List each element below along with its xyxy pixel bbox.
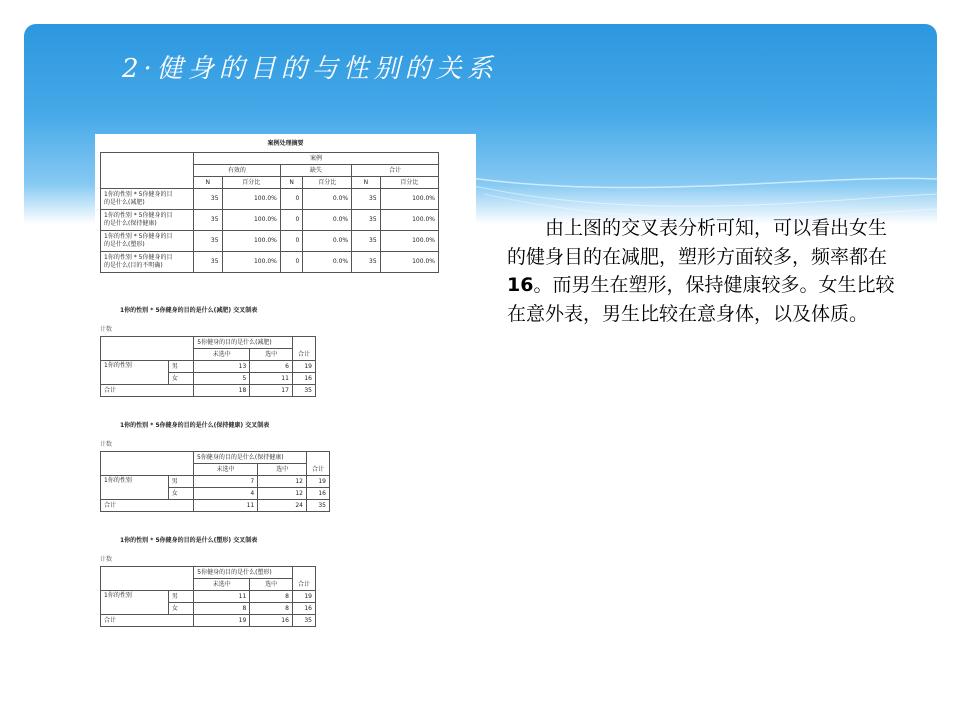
paragraph-text-2: 。而男生在塑形，保持健康较多。女生比较在意外表，男生比较在意身体，以及体质。 xyxy=(507,274,895,325)
row-label: 1你的性别 * 5你健身的目 的是什么(塑形) xyxy=(101,231,194,252)
cell: 19 xyxy=(307,476,330,488)
group-header: 缺失 xyxy=(280,165,351,177)
crosstab-table xyxy=(100,451,330,512)
row-label: 1你的性别 * 5你健身的目 的是什么(目的不明确) xyxy=(101,252,194,273)
table-row xyxy=(101,231,439,252)
corner-cell xyxy=(101,153,194,189)
cell: 100.0% xyxy=(380,231,438,252)
cell: 8 xyxy=(250,591,293,603)
cell: 0 xyxy=(280,252,302,273)
col-header: 合计 xyxy=(292,567,315,591)
cell: 5 xyxy=(194,373,250,385)
table-row xyxy=(101,189,439,210)
cell: 19 xyxy=(194,615,250,627)
cell: 7 xyxy=(194,476,258,488)
col-header: 未选中 xyxy=(194,349,250,361)
count-label: 计数 xyxy=(100,326,113,333)
total-label: 合计 xyxy=(101,385,194,397)
row-label: 男 xyxy=(168,476,193,488)
cell: 19 xyxy=(292,591,315,603)
col-header: N xyxy=(352,177,381,189)
cell: 35 xyxy=(352,231,381,252)
cell: 16 xyxy=(250,615,293,627)
cell: 35 xyxy=(352,252,381,273)
var-header: 5你健身的目的是什么(塑形) xyxy=(194,567,293,579)
cell: 13 xyxy=(194,361,250,373)
case-summary-table xyxy=(100,152,439,273)
cell: 24 xyxy=(258,500,307,512)
case-header: 案例 xyxy=(194,153,439,165)
table-row xyxy=(101,361,316,373)
col-header: 未选中 xyxy=(194,579,250,591)
cell: 11 xyxy=(194,500,258,512)
col-header: 百分比 xyxy=(222,177,280,189)
cell: 0.0% xyxy=(303,252,352,273)
cell: 100.0% xyxy=(380,252,438,273)
cell: 35 xyxy=(194,210,223,231)
cell: 11 xyxy=(250,373,293,385)
table-row xyxy=(101,252,439,273)
row-var: 1你的性别 xyxy=(101,476,169,500)
crosstab-body-shaping xyxy=(100,535,316,627)
col-header: 合计 xyxy=(292,337,315,361)
col-header: N xyxy=(194,177,223,189)
cell: 35 xyxy=(194,231,223,252)
col-header: 选中 xyxy=(258,464,307,476)
cell: 0 xyxy=(280,189,302,210)
corner-cell xyxy=(101,567,194,591)
cell: 17 xyxy=(250,385,293,397)
total-label: 合计 xyxy=(101,615,194,627)
cell: 100.0% xyxy=(222,210,280,231)
cell: 12 xyxy=(258,488,307,500)
crosstab-title: 1你的性别 * 5你健身的目的是什么(保持健康) 交叉制表 xyxy=(120,422,270,429)
group-header: 有效的 xyxy=(194,165,281,177)
crosstab-weight-loss xyxy=(100,305,316,397)
row-var: 1你的性别 xyxy=(101,361,169,385)
cell: 0.0% xyxy=(303,210,352,231)
cell: 16 xyxy=(307,488,330,500)
total-label: 合计 xyxy=(101,500,194,512)
table-row xyxy=(101,500,330,512)
cell: 35 xyxy=(352,210,381,231)
crosstab-table xyxy=(100,336,316,397)
cell: 35 xyxy=(194,189,223,210)
row-label: 男 xyxy=(168,591,193,603)
case-summary-title: 案例处理摘要 xyxy=(267,140,304,147)
cell: 18 xyxy=(194,385,250,397)
cell: 35 xyxy=(292,385,315,397)
crosstab-title: 1你的性别 * 5你健身的目的是什么(减肥) 交叉制表 xyxy=(120,307,258,314)
paragraph-bold-number: 16 xyxy=(507,274,534,296)
table-row xyxy=(101,385,316,397)
group-header: 合计 xyxy=(352,165,439,177)
table-row xyxy=(101,210,439,231)
col-header: 百分比 xyxy=(380,177,438,189)
cell: 16 xyxy=(292,603,315,615)
cell: 19 xyxy=(292,361,315,373)
col-header: 百分比 xyxy=(303,177,352,189)
cell: 16 xyxy=(292,373,315,385)
cell: 0 xyxy=(280,210,302,231)
crosstab-table xyxy=(100,566,316,627)
col-header: 合计 xyxy=(307,452,330,476)
cell: 100.0% xyxy=(222,231,280,252)
var-header: 5你健身的目的是什么(减肥) xyxy=(194,337,293,349)
row-label: 1你的性别 * 5你健身的目 的是什么(保持健康) xyxy=(101,210,194,231)
corner-cell xyxy=(101,337,194,361)
cell: 35 xyxy=(352,189,381,210)
col-header: 未选中 xyxy=(194,464,258,476)
count-label: 计数 xyxy=(100,441,113,448)
row-label: 男 xyxy=(168,361,193,373)
row-label: 女 xyxy=(168,603,193,615)
case-summary-panel xyxy=(95,134,476,288)
var-header: 5你健身的目的是什么(保持健康) xyxy=(194,452,307,464)
cell: 100.0% xyxy=(380,189,438,210)
table-row xyxy=(101,615,316,627)
count-label: 计数 xyxy=(100,556,113,563)
col-header: N xyxy=(280,177,302,189)
cell: 0 xyxy=(280,231,302,252)
table-row xyxy=(101,591,316,603)
row-label: 1你的性别 * 5你健身的目 的是什么(减肥) xyxy=(101,189,194,210)
cell: 6 xyxy=(250,361,293,373)
cell: 12 xyxy=(258,476,307,488)
cell: 100.0% xyxy=(380,210,438,231)
cell: 100.0% xyxy=(222,252,280,273)
cell: 8 xyxy=(194,603,250,615)
corner-cell xyxy=(101,452,194,476)
row-label: 女 xyxy=(168,488,193,500)
table-row xyxy=(101,476,330,488)
cell: 35 xyxy=(292,615,315,627)
col-header: 选中 xyxy=(250,579,293,591)
cell: 0.0% xyxy=(303,231,352,252)
analysis-paragraph xyxy=(507,214,899,328)
row-var: 1你的性别 xyxy=(101,591,169,615)
crosstab-keep-healthy xyxy=(100,420,330,512)
cell: 100.0% xyxy=(222,189,280,210)
slide-title: 2·健身的目的与性别的关系 xyxy=(122,54,498,84)
crosstab-title: 1你的性别 * 5你健身的目的是什么(塑形) 交叉制表 xyxy=(120,537,258,544)
cell: 4 xyxy=(194,488,258,500)
cell: 11 xyxy=(194,591,250,603)
cell: 35 xyxy=(194,252,223,273)
cell: 0.0% xyxy=(303,189,352,210)
cell: 35 xyxy=(307,500,330,512)
col-header: 选中 xyxy=(250,349,293,361)
paragraph-text-1: 由上图的交叉表分析可知，可以看出女生的健身目的在减肥，塑形方面较多，频率都在 xyxy=(507,217,888,268)
row-label: 女 xyxy=(168,373,193,385)
cell: 8 xyxy=(250,603,293,615)
